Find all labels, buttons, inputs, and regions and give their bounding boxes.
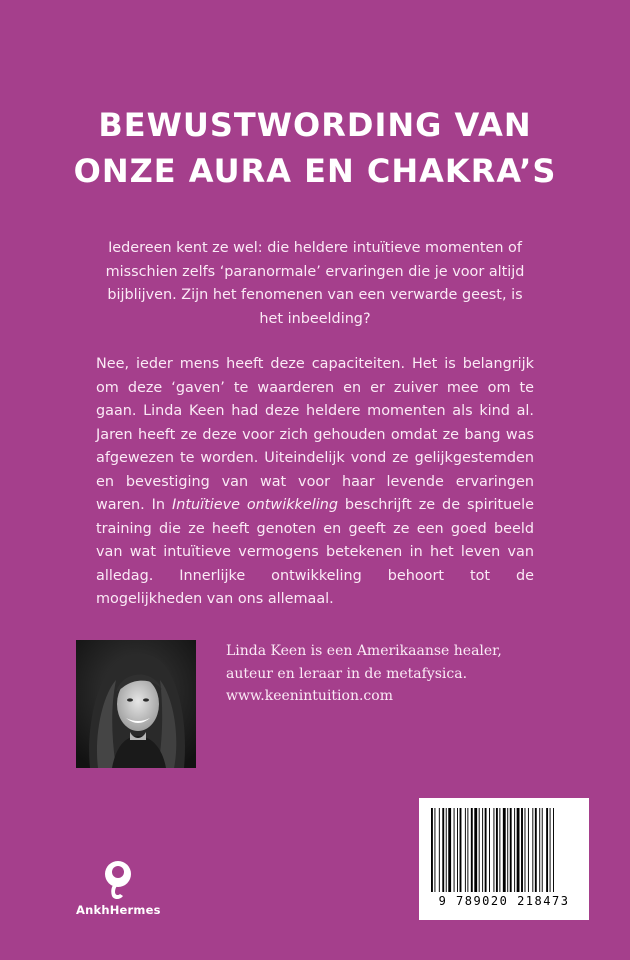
barcode-bar (496, 808, 498, 892)
barcode-bar (442, 808, 444, 892)
book-title-italic: Intuïtieve ontwikkeling (171, 497, 338, 513)
barcode-bar (446, 808, 447, 892)
barcode-bar (553, 808, 554, 892)
back-cover-blurb (96, 237, 534, 612)
publisher-logo (76, 858, 166, 928)
barcode-bar (503, 808, 506, 892)
barcode-bar (448, 808, 451, 892)
barcode-bar (471, 808, 473, 892)
barcode-bar (535, 808, 537, 892)
barcode-bar (457, 808, 458, 892)
barcode-bar (493, 808, 494, 892)
barcode-bar (517, 808, 520, 892)
barcode-bar (439, 808, 440, 892)
barcode-bar (460, 808, 462, 892)
barcode-bar (539, 808, 540, 892)
book-title-line-1: BEWUSTWORDING VAN (98, 106, 532, 144)
author-bio-line-1: Linda Keen is een Amerikaanse healer, (226, 643, 502, 659)
barcode-bar (485, 808, 487, 892)
barcode-bar (482, 808, 483, 892)
author-website: www.keenintuition.com (226, 688, 393, 704)
blurb-paragraph-2-intro: Nee, ieder mens heeft deze capaciteiten. Het is belangrijk om deze ‘gaven’ te waarderen en er zuiver mee om te gaan. Linda Keen had deze heldere momenten als kind al. Jaren heeft ze deze voor zich gehouden omdat ze bang was afgewezen te worden. Uiteindelijk vond ze gelijkgestemden en bevestiging van wat voor haar levende ervaringen waren. In (96, 356, 534, 513)
barcode-bar (467, 808, 468, 892)
author-bio (226, 640, 526, 708)
barcode-bar (542, 808, 543, 892)
blurb-paragraph-1: Iedereen kent ze wel: die heldere intuïtieve momenten of misschien zelfs ‘paranormale’ ervaringen die je voor altijd bijblijven. Zijn het fenomenen van een verwarde geest, is het inbeelding? (105, 240, 525, 327)
author-bio-line-2: auteur en leraar in de metafysica. (226, 665, 468, 682)
barcode-bar (521, 808, 523, 892)
author-photo (76, 640, 196, 768)
barcode-bar (507, 808, 508, 892)
book-title (0, 102, 630, 194)
barcode-bar (514, 808, 515, 892)
barcode-bar (550, 808, 551, 892)
book-title-line-2: ONZE AURA EN CHAKRA’S (73, 152, 557, 190)
barcode-bar (532, 808, 533, 892)
barcode-bar (489, 808, 490, 892)
barcode-bar (474, 808, 477, 892)
barcode-bar (525, 808, 526, 892)
barcode-bar (510, 808, 512, 892)
barcode-bar (454, 808, 455, 892)
barcode-panel (419, 798, 589, 920)
barcode-bar (434, 808, 435, 892)
barcode-bar (465, 808, 466, 892)
barcode-bar (431, 808, 433, 892)
blurb-paragraph-2-rest: beschrijft ze de spirituele training die ze heeft genoten en geeft ze een goed beeld van wat intuïtieve vermogens betekenen in het leven van alledag. Innerlijke ontwikkeling behoort tot de mogelijkheden van ons allemaal. (96, 497, 534, 607)
barcode-bar (479, 808, 480, 892)
author-portrait-image (76, 640, 196, 768)
publisher-name: AnkhHermes (76, 903, 161, 917)
barcode-bar (499, 808, 500, 892)
blurb-paragraph-2 (96, 353, 534, 612)
isbn-number: 9 789020 218473 (438, 894, 570, 908)
ankh-logo-icon (98, 858, 138, 902)
barcode-bar (528, 808, 529, 892)
barcode-image (429, 808, 579, 894)
barcode-bar (546, 808, 548, 892)
